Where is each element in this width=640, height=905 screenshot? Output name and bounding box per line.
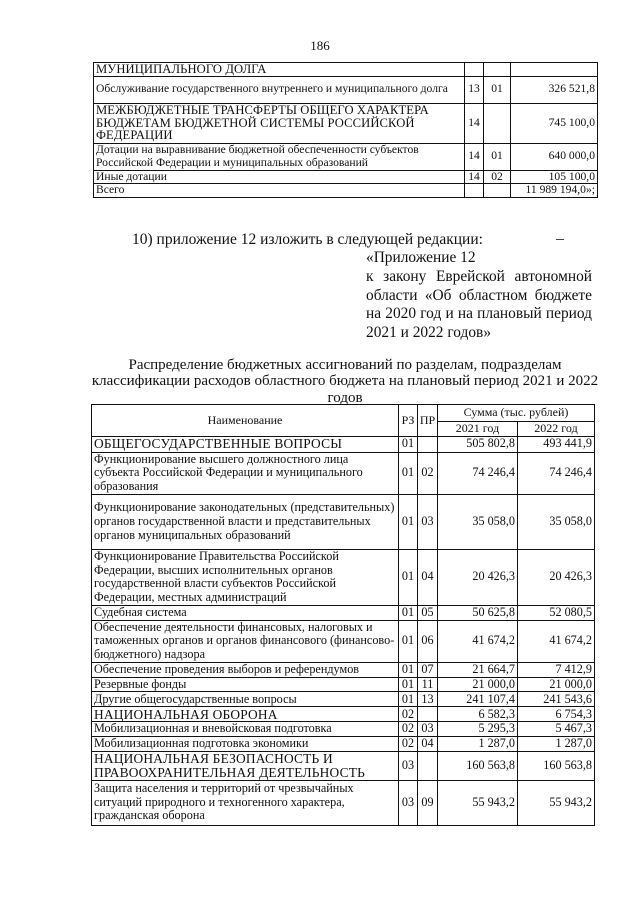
- appendix-title: «Приложение 12: [366, 249, 476, 266]
- row-value-2022: 7 412,9: [518, 662, 595, 677]
- row-name: Функционирование законодательных (представительных) органов государственной власти и представительных органов муниципальных образований: [92, 494, 399, 549]
- row-value-2022: 20 426,3: [518, 549, 595, 605]
- table-heading: Распределение бюджетных ассигнований по разделам, подразделам классификации расходов областного бюджета на плановый период 2021 и 2022 годов: [91, 357, 599, 406]
- row-rz: 14: [465, 143, 484, 170]
- row-value-2021: 21 000,0: [438, 677, 518, 692]
- row-value-2022: 160 563,8: [518, 752, 595, 780]
- row-value-2022: 74 246,4: [518, 452, 595, 494]
- row-value-2021: 50 625,8: [438, 605, 518, 620]
- row-name: ОБЩЕГОСУДАРСТВЕННЫЕ ВОПРОСЫ: [92, 436, 399, 452]
- row-value-2021: 1 287,0: [438, 737, 518, 752]
- table-row: [94, 184, 598, 198]
- table-row: [92, 452, 595, 494]
- row-pr: 03: [418, 494, 438, 549]
- row-rz: 01: [399, 494, 418, 549]
- row-pr: [418, 436, 438, 452]
- row-value-2021: 6 582,3: [438, 707, 518, 722]
- row-rz: 01: [399, 605, 418, 620]
- row-value-2022: 52 080,5: [518, 605, 595, 620]
- row-name: Функционирование высшего должностного лица субъекта Российской Федерации и муниципального образования: [92, 452, 399, 494]
- row-name: Функционирование Правительства Российской Федерации, высших исполнительных органов государственной власти субъектов Российской Федерации, местных администраций: [92, 549, 399, 605]
- row-name: МЕЖБЮДЖЕТНЫЕ ТРАНСФЕРТЫ ОБЩЕГО ХАРАКТЕРА БЮДЖЕТАМ БЮДЖЕТНОЙ СИСТЕМЫ РОССИЙСКОЙ ФЕДЕРАЦИИ: [94, 103, 465, 143]
- table-row: [94, 170, 598, 184]
- row-rz: 14: [465, 103, 484, 143]
- amendment-statement: 10) приложение 12 изложить в следующей редакции:: [132, 231, 483, 248]
- table-row: [92, 677, 595, 692]
- row-rz: 02: [399, 707, 418, 722]
- row-pr: 06: [418, 620, 438, 662]
- row-pr: [418, 752, 438, 780]
- row-value-2022: 241 543,6: [518, 692, 595, 707]
- table-row: [94, 63, 598, 77]
- row-rz: 02: [399, 737, 418, 752]
- row-pr: 04: [418, 737, 438, 752]
- row-value-2021: 241 107,4: [438, 692, 518, 707]
- row-pr: 02: [418, 452, 438, 494]
- row-rz: [465, 63, 484, 77]
- row-value-2022: 6 754,3: [518, 707, 595, 722]
- row-rz: [465, 184, 484, 198]
- row-value-2022: 21 000,0: [518, 677, 595, 692]
- table-row: [94, 76, 598, 103]
- row-pr: 13: [418, 692, 438, 707]
- row-name: Другие общегосударственные вопросы: [92, 692, 399, 707]
- row-value-2022: 5 467,3: [518, 722, 595, 737]
- row-value-2022: 493 441,9: [518, 436, 595, 452]
- table-row: [92, 752, 595, 780]
- row-name: Резервные фонды: [92, 677, 399, 692]
- table-row: [92, 722, 595, 737]
- row-rz: 14: [465, 170, 484, 184]
- row-value-2021: 55 943,2: [438, 780, 518, 825]
- row-rz: 03: [399, 780, 418, 825]
- row-name: МУНИЦИПАЛЬНОГО ДОЛГА: [94, 63, 465, 77]
- row-name: Всего: [94, 184, 465, 198]
- row-value-2021: 21 664,7: [438, 662, 518, 677]
- header-pr: ПР: [418, 405, 438, 437]
- row-pr: [484, 103, 511, 143]
- row-rz: 01: [399, 662, 418, 677]
- row-amount: 326 521,8: [511, 76, 598, 103]
- row-pr: 01: [484, 76, 511, 103]
- row-rz: 01: [399, 692, 418, 707]
- row-rz: 01: [399, 677, 418, 692]
- row-value-2021: 35 058,0: [438, 494, 518, 549]
- budget-allocation-table: [91, 404, 595, 826]
- table-row: [92, 780, 595, 825]
- row-rz: 01: [399, 549, 418, 605]
- table-row: [94, 103, 598, 143]
- row-name: Защита населения и территорий от чрезвычайных ситуаций природного и техногенного характера, гражданская оборона: [92, 780, 399, 825]
- row-rz: 01: [399, 452, 418, 494]
- row-amount: 640 000,0: [511, 143, 598, 170]
- page-number: 186: [310, 38, 330, 53]
- table-row: [92, 662, 595, 677]
- row-name: Судебная система: [92, 605, 399, 620]
- margin-mark: [556, 239, 564, 240]
- row-name: Дотации на выравнивание бюджетной обеспеченности субъектов Российской Федерации и муниципальных образований: [94, 143, 465, 170]
- row-value-2022: 41 674,2: [518, 620, 595, 662]
- row-pr: [418, 707, 438, 722]
- header-year-2021: 2021 год: [438, 422, 518, 437]
- table-row: [92, 494, 595, 549]
- table-row: [92, 737, 595, 752]
- appendix-reference: [366, 249, 592, 343]
- row-amount: 11 989 194,0»;: [511, 184, 598, 198]
- row-rz: 01: [399, 436, 418, 452]
- row-name: Мобилизационная и вневойсковая подготовка: [92, 722, 399, 737]
- row-value-2021: 41 674,2: [438, 620, 518, 662]
- row-amount: 745 100,0: [511, 103, 598, 143]
- header-name: Наименование: [92, 405, 399, 437]
- row-pr: [484, 184, 511, 198]
- row-pr: 09: [418, 780, 438, 825]
- row-value-2022: 55 943,2: [518, 780, 595, 825]
- row-name: НАЦИОНАЛЬНАЯ БЕЗОПАСНОСТЬ И ПРАВООХРАНИТЕЛЬНАЯ ДЕЯТЕЛЬНОСТЬ: [92, 752, 399, 780]
- row-rz: 13: [465, 76, 484, 103]
- row-name: Обслуживание государственного внутреннего и муниципального долга: [94, 76, 465, 103]
- row-name: Обеспечение проведения выборов и референдумов: [92, 662, 399, 677]
- row-rz: 03: [399, 752, 418, 780]
- row-value-2021: 74 246,4: [438, 452, 518, 494]
- row-value-2021: 20 426,3: [438, 549, 518, 605]
- row-amount: [511, 63, 598, 77]
- row-pr: [484, 63, 511, 77]
- table-row: [92, 692, 595, 707]
- row-pr: 03: [418, 722, 438, 737]
- budget-table-continued: [93, 62, 598, 198]
- table-row: [92, 707, 595, 722]
- row-pr: 05: [418, 605, 438, 620]
- table-row: [92, 620, 595, 662]
- row-rz: 02: [399, 722, 418, 737]
- header-rz: РЗ: [399, 405, 418, 437]
- row-pr: 02: [484, 170, 511, 184]
- row-name: Иные дотации: [94, 170, 465, 184]
- header-sum: Сумма (тыс. рублей): [438, 405, 595, 422]
- table-row: [92, 549, 595, 605]
- row-pr: 11: [418, 677, 438, 692]
- row-value-2021: 505 802,8: [438, 436, 518, 452]
- row-pr: 07: [418, 662, 438, 677]
- table-row: [92, 605, 595, 620]
- row-value-2021: 160 563,8: [438, 752, 518, 780]
- header-year-2022: 2022 год: [518, 422, 595, 437]
- row-value-2021: 5 295,3: [438, 722, 518, 737]
- table-row: [94, 143, 598, 170]
- row-name: Мобилизационная подготовка экономики: [92, 737, 399, 752]
- table-row: [92, 436, 595, 452]
- row-pr: 04: [418, 549, 438, 605]
- row-amount: 105 100,0: [511, 170, 598, 184]
- row-name: НАЦИОНАЛЬНАЯ ОБОРОНА: [92, 707, 399, 722]
- row-name: Обеспечение деятельности финансовых, налоговых и таможенных органов и органов финансового (финансово-бюджетного) надзора: [92, 620, 399, 662]
- row-rz: 01: [399, 620, 418, 662]
- row-value-2022: 1 287,0: [518, 737, 595, 752]
- appendix-body: к закону Еврейской автономной области «Об областном бюджете на 2020 год и на плановый период 2021 и 2022 годов»: [366, 267, 592, 342]
- row-pr: 01: [484, 143, 511, 170]
- row-value-2022: 35 058,0: [518, 494, 595, 549]
